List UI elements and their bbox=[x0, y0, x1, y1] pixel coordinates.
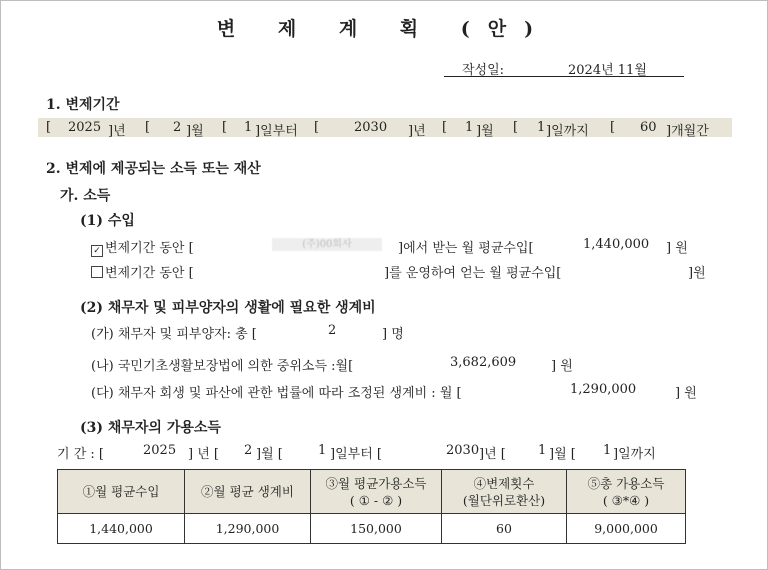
table-header-row bbox=[58, 470, 686, 514]
period-open-bracket: [ bbox=[46, 120, 52, 135]
employer-redacted: (주)00회사 bbox=[272, 237, 382, 252]
disposable-heading: (3) 채무자의 가용소득 bbox=[80, 420, 221, 436]
period-year-text: ]년 bbox=[108, 124, 126, 139]
disposable-income-table bbox=[57, 469, 686, 544]
income-heading: (1) 수입 bbox=[80, 213, 135, 229]
date-label: 작성일: bbox=[462, 63, 505, 78]
date-row bbox=[444, 59, 684, 77]
cell-monthly-disposable: 150,000 bbox=[311, 514, 442, 544]
income-option-salary[interactable] bbox=[91, 237, 194, 257]
disp-end-day: 1 bbox=[603, 443, 612, 458]
header-living-cost: ②월 평균 생계비 bbox=[185, 470, 311, 514]
adjusted-living-label: (다) 채무자 회생 및 파산에 관한 법률에 따라 조정된 생계비 : 월 [ bbox=[91, 386, 462, 401]
period-from-text: ]일부터 bbox=[255, 124, 298, 139]
period-month-text-2: ]월 bbox=[476, 124, 494, 139]
bracket: [ bbox=[145, 120, 151, 135]
cell-total-disposable: 9,000,000 bbox=[567, 514, 686, 544]
date-value: 2024년 11월 bbox=[568, 63, 647, 78]
salary-unit: ] 원 bbox=[666, 241, 688, 256]
disp-end-month: 1 bbox=[538, 443, 547, 458]
disp-month-text: ]월 [ bbox=[256, 447, 283, 462]
disp-start-month: 2 bbox=[244, 443, 253, 458]
period-until-text: ]일까지 bbox=[546, 124, 589, 139]
header-monthly-disposable: ③월 평균가용소득 ( ① - ② ) bbox=[311, 470, 442, 514]
cell-living-cost: 1,290,000 bbox=[185, 514, 311, 544]
dependents-unit: ] 명 bbox=[382, 327, 404, 342]
median-income-value: 3,682,609 bbox=[450, 355, 517, 370]
median-income-unit: ] 원 bbox=[551, 359, 573, 374]
bracket: [ bbox=[314, 120, 320, 135]
period-end-day: 1 bbox=[537, 120, 546, 135]
period-start-month: 2 bbox=[173, 120, 182, 135]
income-option-business[interactable] bbox=[91, 262, 194, 281]
salary-amount: 1,440,000 bbox=[583, 237, 650, 252]
checkbox-unchecked[interactable] bbox=[91, 266, 103, 278]
period-end-month: 1 bbox=[465, 120, 474, 135]
median-income-label: (나) 국민기초생활보장법에 의한 중위소득 :월[ bbox=[91, 359, 354, 374]
header-total-disposable: ⑤총 가용소득 ( ③*④ ) bbox=[567, 470, 686, 514]
period-total-text: ]개월간 bbox=[666, 124, 709, 139]
cell-monthly-income: 1,440,000 bbox=[58, 514, 185, 544]
table-row bbox=[58, 514, 686, 544]
bracket: [ bbox=[513, 120, 519, 135]
disposable-period-label: 기 간 : [ bbox=[57, 447, 104, 462]
income-subheading: 가. 소득 bbox=[60, 188, 111, 204]
header-monthly-income: ①월 평균수입 bbox=[58, 470, 185, 514]
business-suffix: ]를 운영하여 얻는 월 평균수입[ bbox=[384, 266, 562, 281]
salary-prefix: 변제기간 동안 [ bbox=[105, 241, 194, 256]
disp-end-year: 2030 bbox=[446, 443, 480, 458]
dependents-count: 2 bbox=[328, 323, 337, 338]
period-months: 60 bbox=[640, 120, 657, 135]
disp-start-day: 1 bbox=[318, 443, 327, 458]
disp-start-year: 2025 bbox=[143, 443, 177, 458]
disp-year-text: ] 년 [ bbox=[188, 447, 219, 462]
business-unit: ]원 bbox=[688, 266, 706, 281]
section1-heading: 1. 변제기간 bbox=[46, 97, 120, 113]
business-prefix: 변제기간 동안 [ bbox=[105, 266, 194, 281]
dependents-label: (가) 채무자 및 피부양자: 총 [ bbox=[91, 327, 257, 342]
period-month-text: ]월 bbox=[186, 124, 204, 139]
period-start-day: 1 bbox=[244, 120, 253, 135]
checkbox-checked[interactable]: ✓ bbox=[91, 245, 103, 257]
section2-heading: 2. 변제에 제공되는 소득 또는 재산 bbox=[46, 161, 261, 177]
period-year-text-2: ]년 bbox=[408, 124, 426, 139]
salary-suffix: ]에서 받는 월 평균수입[ bbox=[398, 241, 534, 256]
living-cost-heading: (2) 채무자 및 피부양자의 생활에 필요한 생계비 bbox=[80, 300, 376, 316]
period-end-year: 2030 bbox=[354, 120, 388, 135]
bracket: [ bbox=[222, 120, 228, 135]
cell-repayment-count: 60 bbox=[442, 514, 567, 544]
disp-from-text: ]일부터 [ bbox=[330, 447, 382, 462]
bracket: [ bbox=[610, 120, 616, 135]
bracket: [ bbox=[442, 120, 448, 135]
disp-until-text: ]일까지 bbox=[613, 447, 656, 462]
disp-year-text-2: ]년 [ bbox=[479, 447, 506, 462]
disp-month-text-2: ]월 [ bbox=[549, 447, 576, 462]
adjusted-living-value: 1,290,000 bbox=[570, 382, 637, 397]
adjusted-living-unit: ] 원 bbox=[675, 386, 697, 401]
header-repayment-count: ④변제횟수 (월단위로환산) bbox=[442, 470, 567, 514]
document-title: 변 제 계 획 (안) bbox=[216, 18, 552, 40]
period-start-year: 2025 bbox=[68, 120, 102, 135]
